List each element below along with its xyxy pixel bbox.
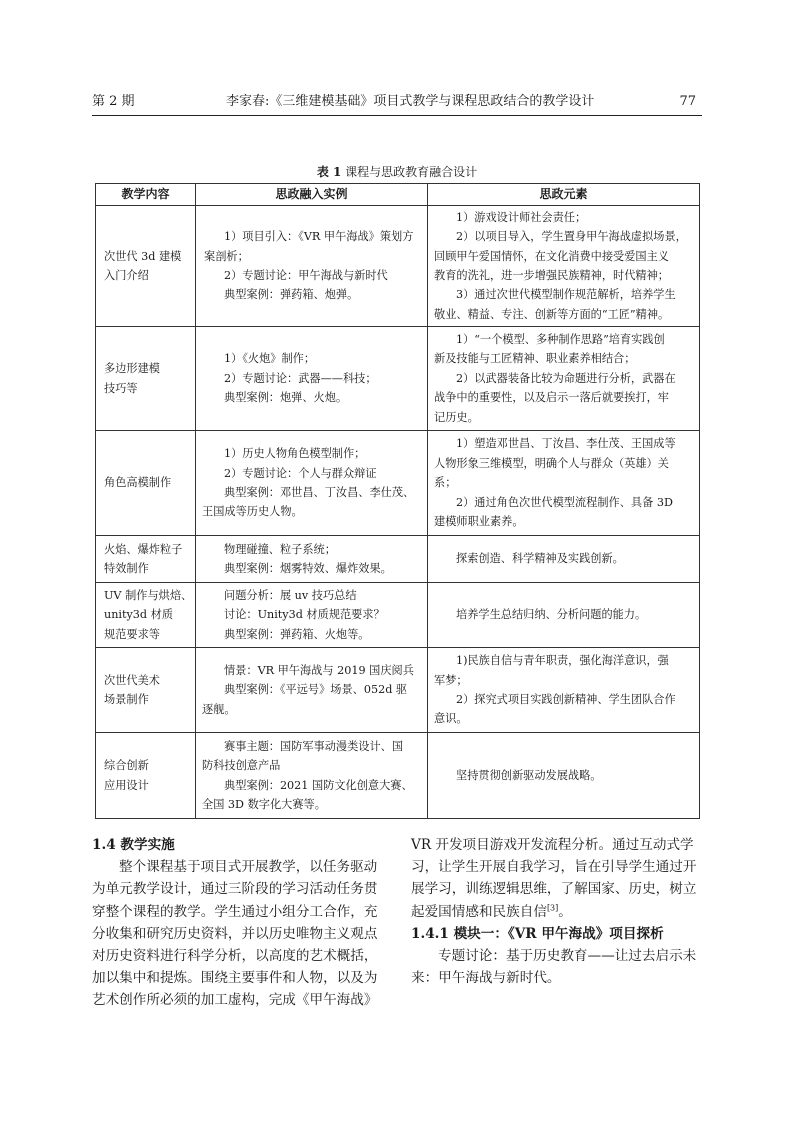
section-heading: 1.4 教学实施 [92, 837, 175, 853]
element-cell [428, 583, 700, 648]
cell-line: 次世代美术 [104, 673, 160, 687]
paragraph-line: 专题讨论：基于历史教育——让过去启示未 [438, 948, 697, 965]
cell-line: unity3d 材质 [104, 608, 174, 622]
table-row [96, 648, 700, 733]
cell-line: 坚持贯彻创新驱动发展战略。 [456, 768, 602, 782]
cell-line: 2）专题讨论：甲午海战与新时代 [224, 269, 388, 282]
citation-ref: [3] [546, 903, 559, 913]
element-cell [428, 648, 700, 733]
paragraph-line: 穿整个课程的教学。学生通过小组分工合作，充 [92, 903, 378, 920]
table-caption-text: 课程与思政教育融合设计 [345, 165, 478, 179]
cell-line: 1）项目引入：《VR 甲午海战》策划方 [224, 230, 414, 244]
cell-line: 1）历史人物角色模型制作； [224, 447, 366, 461]
paragraph-line: 为单元教学设计，通过三阶段的学习活动任务贯 [92, 881, 378, 898]
table-row [96, 431, 700, 536]
cell-line: 1)民族自信与青年职责，强化海洋意识，强 [456, 654, 669, 668]
cell-line: 建模师职业素养。 [434, 515, 524, 529]
cell-line: 典型案例：炮弹、火炮。 [224, 391, 348, 405]
cell-line: 教育的洗礼，进一步增强民族精神，时代精神； [434, 269, 669, 282]
cell-line: 火焰、爆炸粒子 [104, 542, 183, 556]
cell-line: 物理碰撞、粒子系统； [224, 542, 336, 556]
table-header-row [96, 184, 700, 206]
cell-line: 1）《火炮》制作； [224, 352, 316, 366]
table-row [96, 536, 700, 583]
cell-line: 多边形建模 [104, 362, 160, 376]
cell-line: 典型案例：邓世昌、丁汝昌、李仕茂、 [224, 486, 415, 499]
element-cell [428, 206, 700, 327]
cell-line: 2）专题讨论：个人与群众辩证 [224, 466, 377, 480]
teaching-content-cell [96, 327, 196, 431]
cell-line: 新及技能与工匠精神、职业素养相结合； [434, 352, 636, 366]
course-table [95, 183, 700, 819]
cell-line: 军梦； [434, 673, 468, 687]
running-header [92, 93, 702, 115]
table-row [96, 327, 700, 431]
subsection-heading: 1.4.1 模块一：《VR 甲午海战》项目探析 [411, 925, 664, 942]
cell-line: 2）以项目导入，学生置身甲午海战虚拟场景， [456, 230, 687, 244]
teaching-content-cell [96, 583, 196, 648]
element-cell [428, 327, 700, 431]
cell-line: 王国成等历史人物。 [202, 505, 303, 519]
element-cell [428, 536, 700, 583]
cell-line: 敬业、精益、专注、创新等方面的“工匠”精神。 [434, 307, 670, 321]
cell-line: 典型案例：2021 国防文化创意大赛、 [224, 778, 413, 792]
cell-line: 3）通过次世代模型制作规范解析，培养学生 [456, 288, 676, 302]
cell-line: 记历史。 [434, 410, 479, 424]
cell-line: 系； [434, 476, 457, 490]
header-rule [92, 115, 702, 116]
cell-line: 探索创造、科学精神及实践创新。 [456, 552, 624, 566]
paragraph-text: 起爱国情感和民族自信 [411, 903, 547, 920]
table-caption-label: 表 1 [316, 165, 342, 179]
table-header-cell: 思政元素 [428, 184, 700, 206]
paragraph-line: 习，让学生开展自我学习，旨在引导学生通过开 [411, 859, 697, 876]
example-cell [196, 583, 428, 648]
paragraph-line: 艺术创作所必须的加工虚构，完成《甲午海战》 [92, 992, 378, 1009]
cell-line: 典型案例：烟雾特效、爆炸效果。 [224, 562, 392, 575]
cell-line: 2）通过角色次世代模型流程制作、具备 3D [456, 495, 673, 509]
element-cell [428, 431, 700, 536]
paragraph-end: 。 [558, 903, 572, 920]
section-1-4 [92, 834, 394, 1012]
cell-line: 意识。 [434, 712, 468, 726]
table-header-cell: 教学内容 [96, 184, 196, 206]
paragraph-line-with-citation [411, 901, 703, 923]
cell-line: 回顾甲午爱国情怀，在文化消费中接受爱国主义 [434, 249, 669, 263]
element-cell [428, 733, 700, 819]
cell-line: 典型案例：《平远号》场景、052d 驱 [224, 683, 408, 697]
cell-line: 战争中的重要性，以及启示一落后就要挨打，牢 [434, 391, 669, 405]
table-row [96, 583, 700, 648]
cell-line: 应用设计 [104, 778, 149, 792]
cell-line: 技巧等 [104, 381, 138, 395]
cell-line: 场景制作 [104, 693, 149, 706]
example-cell [196, 431, 428, 536]
cell-line: 角色高模制作 [104, 476, 172, 490]
cell-line: UV 制作与烘焙、 [104, 588, 193, 602]
paragraph-line: 分收集和研究历史资料，并以历史唯物主义观点 [92, 925, 378, 942]
cell-line: 情景：VR 甲午海战与 2019 国庆阅兵 [224, 663, 414, 677]
paragraph-line: 来：甲午海战与新时代。 [411, 970, 561, 987]
cell-line: 特效制作 [104, 562, 149, 575]
cell-line: 2）专题讨论：武器——科技； [224, 371, 377, 385]
example-cell [196, 327, 428, 431]
teaching-content-cell [96, 431, 196, 536]
cell-line: 1）塑造邓世昌、丁汝昌、李仕茂、王国成等 [456, 437, 676, 451]
cell-line: 2）探究式项目实践创新精神、学生团队合作 [456, 693, 676, 706]
cell-line: 防科技创意产品 [202, 759, 281, 773]
teaching-content-cell [96, 536, 196, 583]
cell-line: 典型案例：弹药箱、火炮等。 [224, 627, 370, 641]
cell-line: 讨论：Unity3d 材质规范要求？ [224, 608, 385, 622]
cell-line: 2）以武器装备比较为命题进行分析，武器在 [456, 371, 676, 385]
teaching-content-cell [96, 733, 196, 819]
paragraph-line: 整个课程基于项目式开展教学，以任务驱动 [119, 859, 378, 876]
table-header-cell: 思政融入实例 [196, 184, 428, 206]
example-cell [196, 536, 428, 583]
example-cell [196, 206, 428, 327]
paragraph-line: VR 开发项目游戏开发流程分析。通过互动式学 [411, 837, 694, 853]
issue-number: 第 2 期 [92, 94, 135, 109]
cell-line: 问题分析：展 uv 技巧总结 [224, 588, 357, 602]
cell-line: 1）游戏设计师社会责任； [456, 210, 587, 224]
cell-line: 人物形象三维模型，明确个人与群众（英雄）关 [434, 456, 669, 470]
page-number: 77 [679, 94, 696, 109]
teaching-content-cell [96, 206, 196, 327]
cell-line: 次世代 3d 建模 [104, 249, 182, 263]
cell-line: 1）“一个模型、多种制作思路”培育实践创 [456, 332, 665, 346]
running-title: 李家春:《三维建模基础》项目式教学与课程思政结合的教学设计 [226, 94, 595, 109]
right-column-text [411, 834, 703, 989]
cell-line: 入门介绍 [104, 269, 149, 282]
paragraph-line: 对历史资料进行科学分析，以高度的艺术概括， [92, 948, 378, 965]
cell-line: 培养学生总结归纳、分析问题的能力。 [456, 608, 647, 622]
teaching-content-cell [96, 648, 196, 733]
cell-line: 逐舰。 [202, 702, 236, 716]
cell-line: 规范要求等 [104, 627, 160, 641]
cell-line: 典型案例：弹药箱、炮弹。 [224, 288, 359, 302]
paragraph-line: 展学习，训练逻辑思维，了解国家、历史，树立 [411, 881, 697, 898]
example-cell [196, 648, 428, 733]
cell-line: 综合创新 [104, 759, 149, 773]
cell-line: 赛事主题：国防军事动漫类设计、国 [224, 739, 404, 753]
cell-line: 全国 3D 数字化大赛等。 [202, 797, 326, 811]
table-row [96, 206, 700, 327]
cell-line: 案剖析； [204, 249, 249, 263]
paragraph-line: 加以集中和提炼。围绕主要事件和人物，以及为 [92, 970, 378, 987]
example-cell [196, 733, 428, 819]
table-row [96, 733, 700, 819]
table-caption [92, 164, 702, 180]
